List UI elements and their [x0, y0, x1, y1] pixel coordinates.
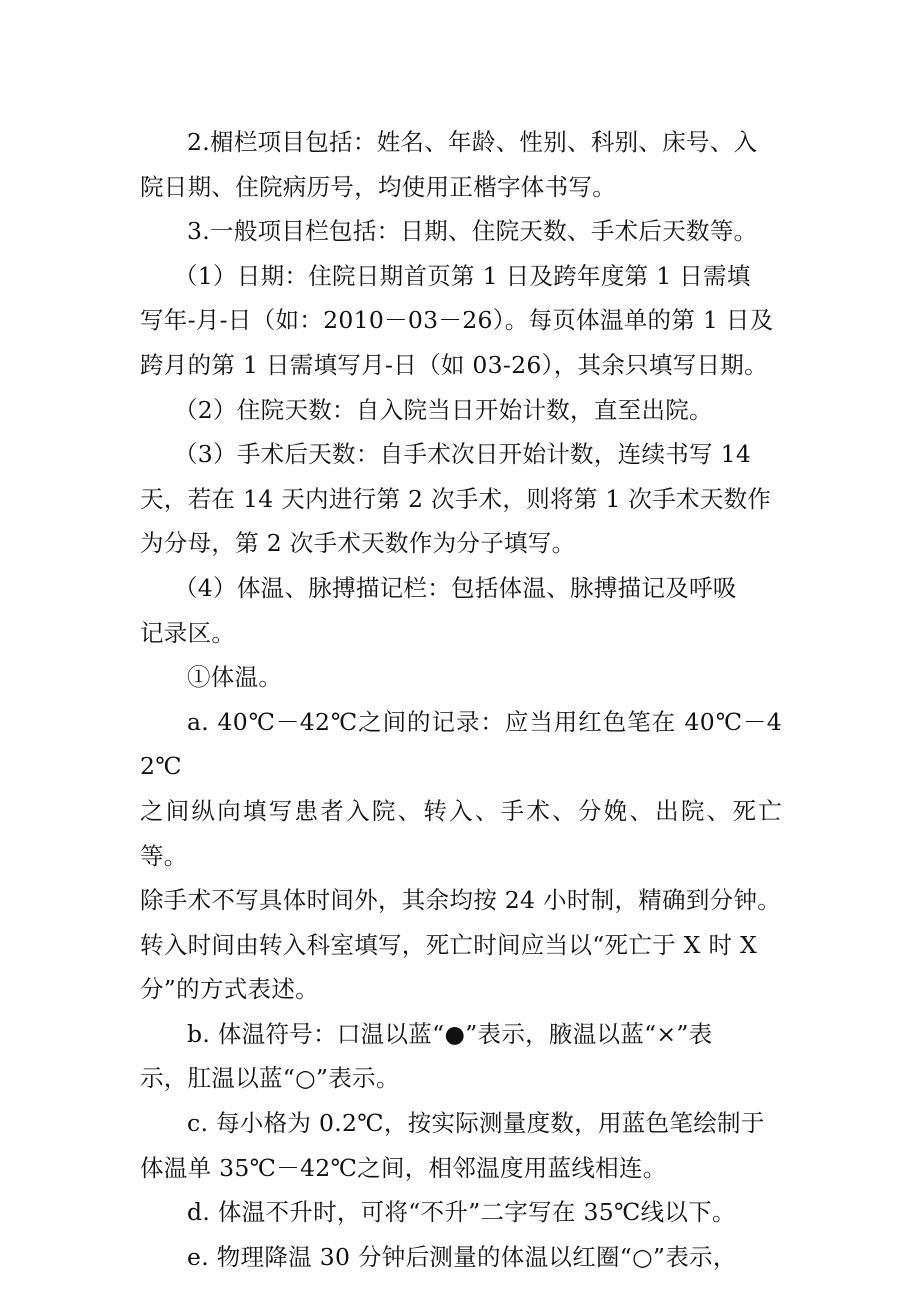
text-line: （2）住院天数：自入院当日开始计数，直至出院。 — [174, 395, 713, 424]
document-body — [140, 120, 782, 1279]
paragraph-header-items — [140, 120, 782, 209]
text-line: 2.楣栏项目包括：姓名、年龄、性别、科别、床号、入 — [187, 128, 758, 156]
paragraph-temp-symbols — [140, 1012, 782, 1101]
text-line: b. 体温符号：口温以蓝“●”表示，腋温以蓝“×”表 — [187, 1019, 713, 1048]
text-line: （1）日期：住院日期首页第 1 日及跨年度第 1 日需填 — [174, 261, 751, 290]
text-line: d. 体温不升时，可将“不升”二字写在 35℃线以下。 — [187, 1198, 736, 1227]
text-line: 为分母，第 2 次手术天数作为分子填写。 — [140, 529, 576, 558]
text-line: （4）体温、脉搏描记栏：包括体温、脉搏描记及呼吸 — [174, 573, 737, 602]
text-line: 记录区。 — [140, 618, 236, 647]
text-line: 写年-月-日（如：2010－03－26）。每页体温单的第 1 日及 — [140, 306, 774, 335]
text-line: e. 物理降温 30 分钟后测量的体温以红圈“○”表示， — [187, 1242, 737, 1271]
paragraph-temp-40-42 — [140, 700, 782, 1012]
text-line: c. 每小格为 0.2℃，按实际测量度数，用蓝色笔绘制于 — [187, 1109, 765, 1138]
text-line: 之间纵向填写患者入院、转入、手术、分娩、出院、死亡等。 — [140, 796, 782, 870]
text-line: 3.一般项目栏包括：日期、住院天数、手术后天数等。 — [187, 217, 758, 246]
text-line: 分”的方式表述。 — [140, 975, 319, 1004]
text-line: 天，若在 14 天内进行第 2 次手术，则将第 1 次手术天数作 — [140, 484, 772, 513]
text-line: ①体温。 — [187, 663, 283, 692]
text-line: 示，肛温以蓝“○”表示。 — [140, 1064, 400, 1093]
paragraph-date — [140, 254, 782, 388]
text-line: 跨月的第 1 日需填写月-日（如 03-26），其余只填写日期。 — [140, 350, 768, 379]
text-line: 转入时间由转入科室填写，死亡时间应当以“死亡于 X 时 X — [140, 930, 758, 959]
paragraph-physical-cooling — [140, 1235, 782, 1280]
paragraph-grid-scale — [140, 1101, 782, 1190]
paragraph-temp-not-rising — [140, 1190, 782, 1235]
paragraph-hospital-days — [140, 388, 782, 433]
paragraph-general-items — [140, 209, 782, 254]
paragraph-temperature-heading — [140, 655, 782, 700]
text-line: 体温单 35℃－42℃之间，相邻温度用蓝线相连。 — [140, 1153, 667, 1182]
text-line: a. 40℃－42℃之间的记录：应当用红色笔在 40℃－42℃ — [140, 707, 782, 781]
text-line: （3）手术后天数：自手术次日开始计数，连续书写 14 — [174, 440, 752, 469]
paragraph-temp-pulse-chart — [140, 566, 782, 655]
paragraph-postop-days — [140, 432, 782, 566]
text-line: 除手术不写具体时间外，其余均按 24 小时制，精确到分钟。 — [140, 886, 782, 915]
text-line: 院日期、住院病历号，均使用正楷字体书写。 — [140, 172, 616, 201]
